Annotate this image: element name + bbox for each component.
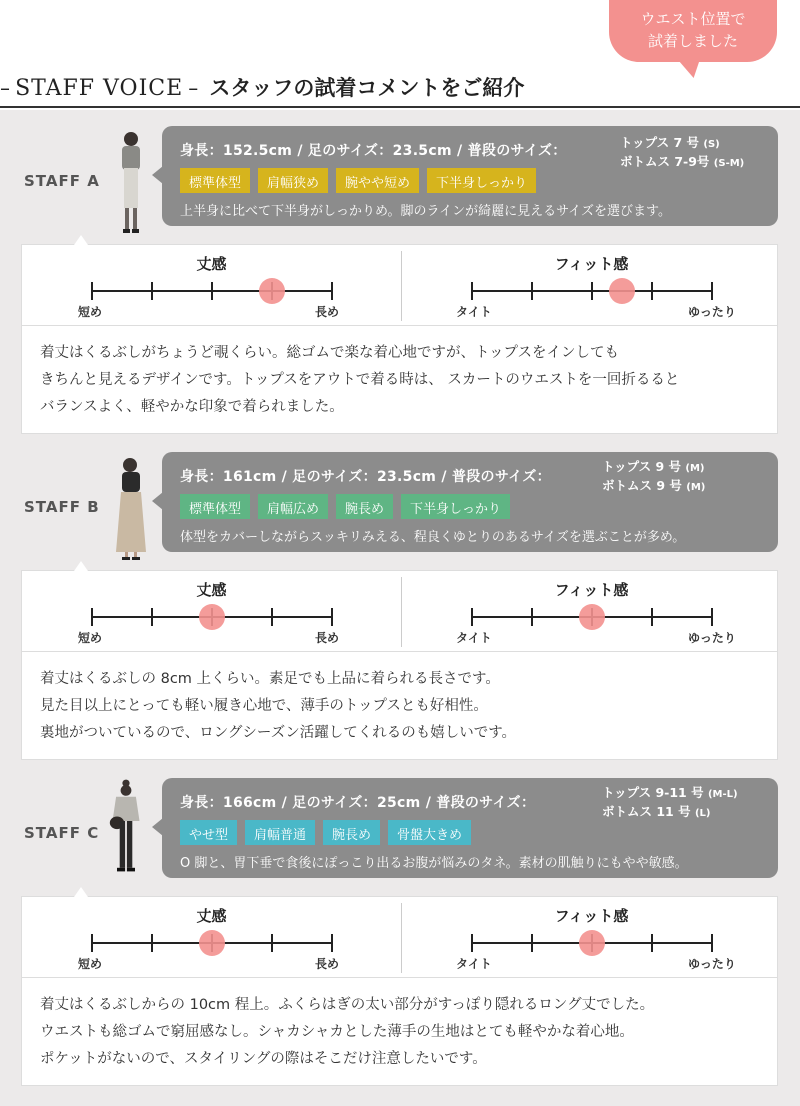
body-description: 上半身に比べて下半身がしっかりめ。脚のラインが綺麗に見えるサイズを選びます。 (180, 204, 672, 219)
fit-scale-title: フィット感 (554, 255, 629, 273)
title-dash-right: – (188, 76, 199, 100)
comment-line: 着丈はくるぶしがちょうど覗くらい。総ゴムで楽な着心地ですが、トップスをインしても (40, 345, 619, 361)
fit-scale-tick (711, 282, 713, 300)
length-scale-tick (91, 282, 93, 300)
length-scale-tick (151, 282, 153, 300)
body-stats: 身長：161cm / 足のサイズ：23.5cm / 普段のサイズ： (180, 469, 551, 485)
length-scale-tick (151, 608, 153, 626)
comment-line: ウエストも総ゴムで窮屈感なし。シャカシャカとした薄手の生地はとても軽やかな着心地。 (40, 1024, 634, 1040)
usual-sizes (602, 458, 705, 496)
body-tag: 腕長め (323, 820, 380, 845)
fit-min-label: タイト (456, 631, 492, 645)
fit-scale-tick (531, 608, 533, 626)
length-scale-title: 丈感 (196, 255, 227, 273)
bottoms-size-letter: (L) (694, 808, 711, 819)
rating-box (21, 244, 778, 326)
comment-line: バランスよく、軽やかな印象で着られました。 (40, 399, 344, 415)
bottoms-size-letter: (S-M) (713, 158, 745, 169)
staff-info (162, 126, 778, 226)
body-stats: 身長：152.5cm / 足のサイズ：23.5cm / 普段のサイズ： (180, 143, 567, 159)
length-scale (22, 897, 401, 979)
body-stats: 身長：166cm / 足のサイズ：25cm / 普段のサイズ： (180, 795, 536, 811)
body-tags (180, 494, 510, 519)
body-tag: 肩幅狭め (258, 168, 328, 193)
rating-notch (74, 235, 88, 245)
length-scale-tick (91, 608, 93, 626)
length-rating-dot (199, 930, 225, 956)
length-scale-title: 丈感 (196, 581, 227, 599)
fit-scale-tick (471, 282, 473, 300)
tops-size-letter: (M) (685, 463, 705, 474)
note-bubble (609, 0, 777, 62)
bubble-line-1: ウエスト位置で (640, 10, 746, 28)
fit-scale-tick (531, 934, 533, 952)
fit-min-label: タイト (456, 957, 492, 971)
fit-max-label: ゆったり (688, 957, 736, 971)
bottoms-size-letter: (M) (686, 482, 706, 493)
length-max-label: 長め (315, 631, 340, 645)
length-scale-tick (151, 934, 153, 952)
comment-line: 裏地がついているので、ロングシーズン活躍してくれるのも嬉しいです。 (40, 725, 517, 741)
fit-scale-tick (651, 608, 653, 626)
bubble-line-2: 試着しました (647, 32, 738, 50)
length-scale-tick (211, 282, 213, 300)
staff-c-figure-icon (108, 774, 144, 886)
length-scale-tick (271, 934, 273, 952)
length-max-label: 長め (315, 305, 340, 319)
body-tag: 肩幅普通 (245, 820, 315, 845)
staff-b-figure-icon (113, 456, 149, 562)
bottoms-size: ボトムス 11 号 (602, 804, 691, 819)
length-scale-tick (91, 934, 93, 952)
body-description: O 脚と、胃下垂で食後にぽっこり出るお腹が悩みのタネ。素材の肌触りにもやや敏感。 (180, 856, 688, 871)
tops-size: トップス 9 号 (602, 459, 682, 474)
fit-scale-tick (711, 608, 713, 626)
rating-notch (74, 887, 88, 897)
body-tag: やせ型 (180, 820, 237, 845)
length-min-label: 短め (78, 631, 103, 645)
length-max-label: 長め (315, 957, 340, 971)
staff-card-a (0, 122, 800, 437)
fit-scale-tick (591, 282, 593, 300)
fit-scale-tick (471, 608, 473, 626)
section-title (0, 72, 524, 102)
header (0, 0, 800, 108)
comment-line: 見た目以上にとっても軽い履き心地で、薄手のトップスとも好相性。 (40, 698, 488, 714)
body-tag: 標準体型 (180, 494, 250, 519)
fit-scale-tick (651, 934, 653, 952)
body-tag: 肩幅広め (258, 494, 328, 519)
body-tag: 下半身しっかり (401, 494, 510, 519)
fit-scale-tick (651, 282, 653, 300)
length-scale-tick (271, 608, 273, 626)
rating-notch (74, 561, 88, 571)
length-scale (22, 245, 401, 327)
fit-rating-dot (609, 278, 635, 304)
length-scale (22, 571, 401, 653)
length-rating-dot (199, 604, 225, 630)
body-tag: 下半身しっかり (427, 168, 536, 193)
tops-size-letter: (M-L) (707, 789, 738, 800)
usual-sizes (602, 784, 738, 822)
length-scale-tick (331, 608, 333, 626)
fit-scale-title: フィット感 (554, 581, 629, 599)
bottoms-size: ボトムス 7-9号 (620, 154, 710, 169)
staff-label: STAFF A (24, 172, 100, 190)
info-notch (152, 818, 163, 836)
body-tags (180, 168, 536, 193)
length-min-label: 短め (78, 957, 103, 971)
comment-line: きちんと見えるデザインです。トップスをアウトで着る時は、 スカートのウエストを一回折るると (40, 372, 680, 388)
staff-card-c (0, 774, 800, 1089)
tops-size: トップス 9-11 号 (602, 785, 704, 800)
fit-scale-tick (471, 934, 473, 952)
body-tag: 骨盤大きめ (388, 820, 471, 845)
fit-max-label: ゆったり (688, 631, 736, 645)
staff-comment (21, 652, 778, 760)
body-tag: 腕長め (336, 494, 393, 519)
staff-comment (21, 978, 778, 1086)
comment-line: ポケットがないので、スタイリングの際はそこだけ注意したいです。 (40, 1051, 487, 1067)
length-scale-tick (331, 934, 333, 952)
staff-card-b (0, 448, 800, 763)
length-scale-tick (331, 282, 333, 300)
staff-label: STAFF B (24, 498, 100, 516)
rating-box (21, 570, 778, 652)
info-notch (152, 166, 163, 184)
staff-info (162, 452, 778, 552)
fit-scale (402, 897, 781, 979)
title-japanese: スタッフの試着コメントをご紹介 (209, 76, 525, 100)
tops-size-letter: (S) (703, 139, 720, 150)
fit-max-label: ゆったり (688, 305, 736, 319)
body-tags (180, 820, 471, 845)
length-scale-title: 丈感 (196, 907, 227, 925)
staff-info (162, 778, 778, 878)
fit-rating-dot (579, 604, 605, 630)
fit-scale (402, 245, 781, 327)
comment-line: 着丈はくるぶしの 8cm 上くらい。素足でも上品に着られる長さです。 (40, 671, 500, 687)
fit-scale-tick (531, 282, 533, 300)
bottoms-size: ボトムス 9 号 (602, 478, 682, 493)
fit-min-label: タイト (456, 305, 492, 319)
tops-size: トップス 7 号 (620, 135, 700, 150)
info-notch (152, 492, 163, 510)
fit-scale-tick (711, 934, 713, 952)
length-rating-dot (259, 278, 285, 304)
title-dash-left: – (0, 76, 10, 100)
staff-label: STAFF C (24, 824, 100, 842)
fit-scale (402, 571, 781, 653)
title-english: STAFF VOICE (15, 76, 184, 101)
body-tag: 標準体型 (180, 168, 250, 193)
body-tag: 腕やや短め (336, 168, 419, 193)
usual-sizes (620, 134, 744, 172)
staff-comment (21, 326, 778, 434)
title-rule (0, 106, 800, 108)
comment-line: 着丈はくるぶしからの 10cm 程上。ふくらはぎの太い部分がすっぽり隠れるロング丈でした。 (40, 997, 655, 1013)
length-min-label: 短め (78, 305, 103, 319)
fit-rating-dot (579, 930, 605, 956)
rating-box (21, 896, 778, 978)
fit-scale-title: フィット感 (554, 907, 629, 925)
staff-a-figure-icon (113, 130, 149, 236)
body-description: 体型をカバーしながらスッキリみえる、程良くゆとりのあるサイズを選ぶことが多め。 (180, 530, 686, 545)
